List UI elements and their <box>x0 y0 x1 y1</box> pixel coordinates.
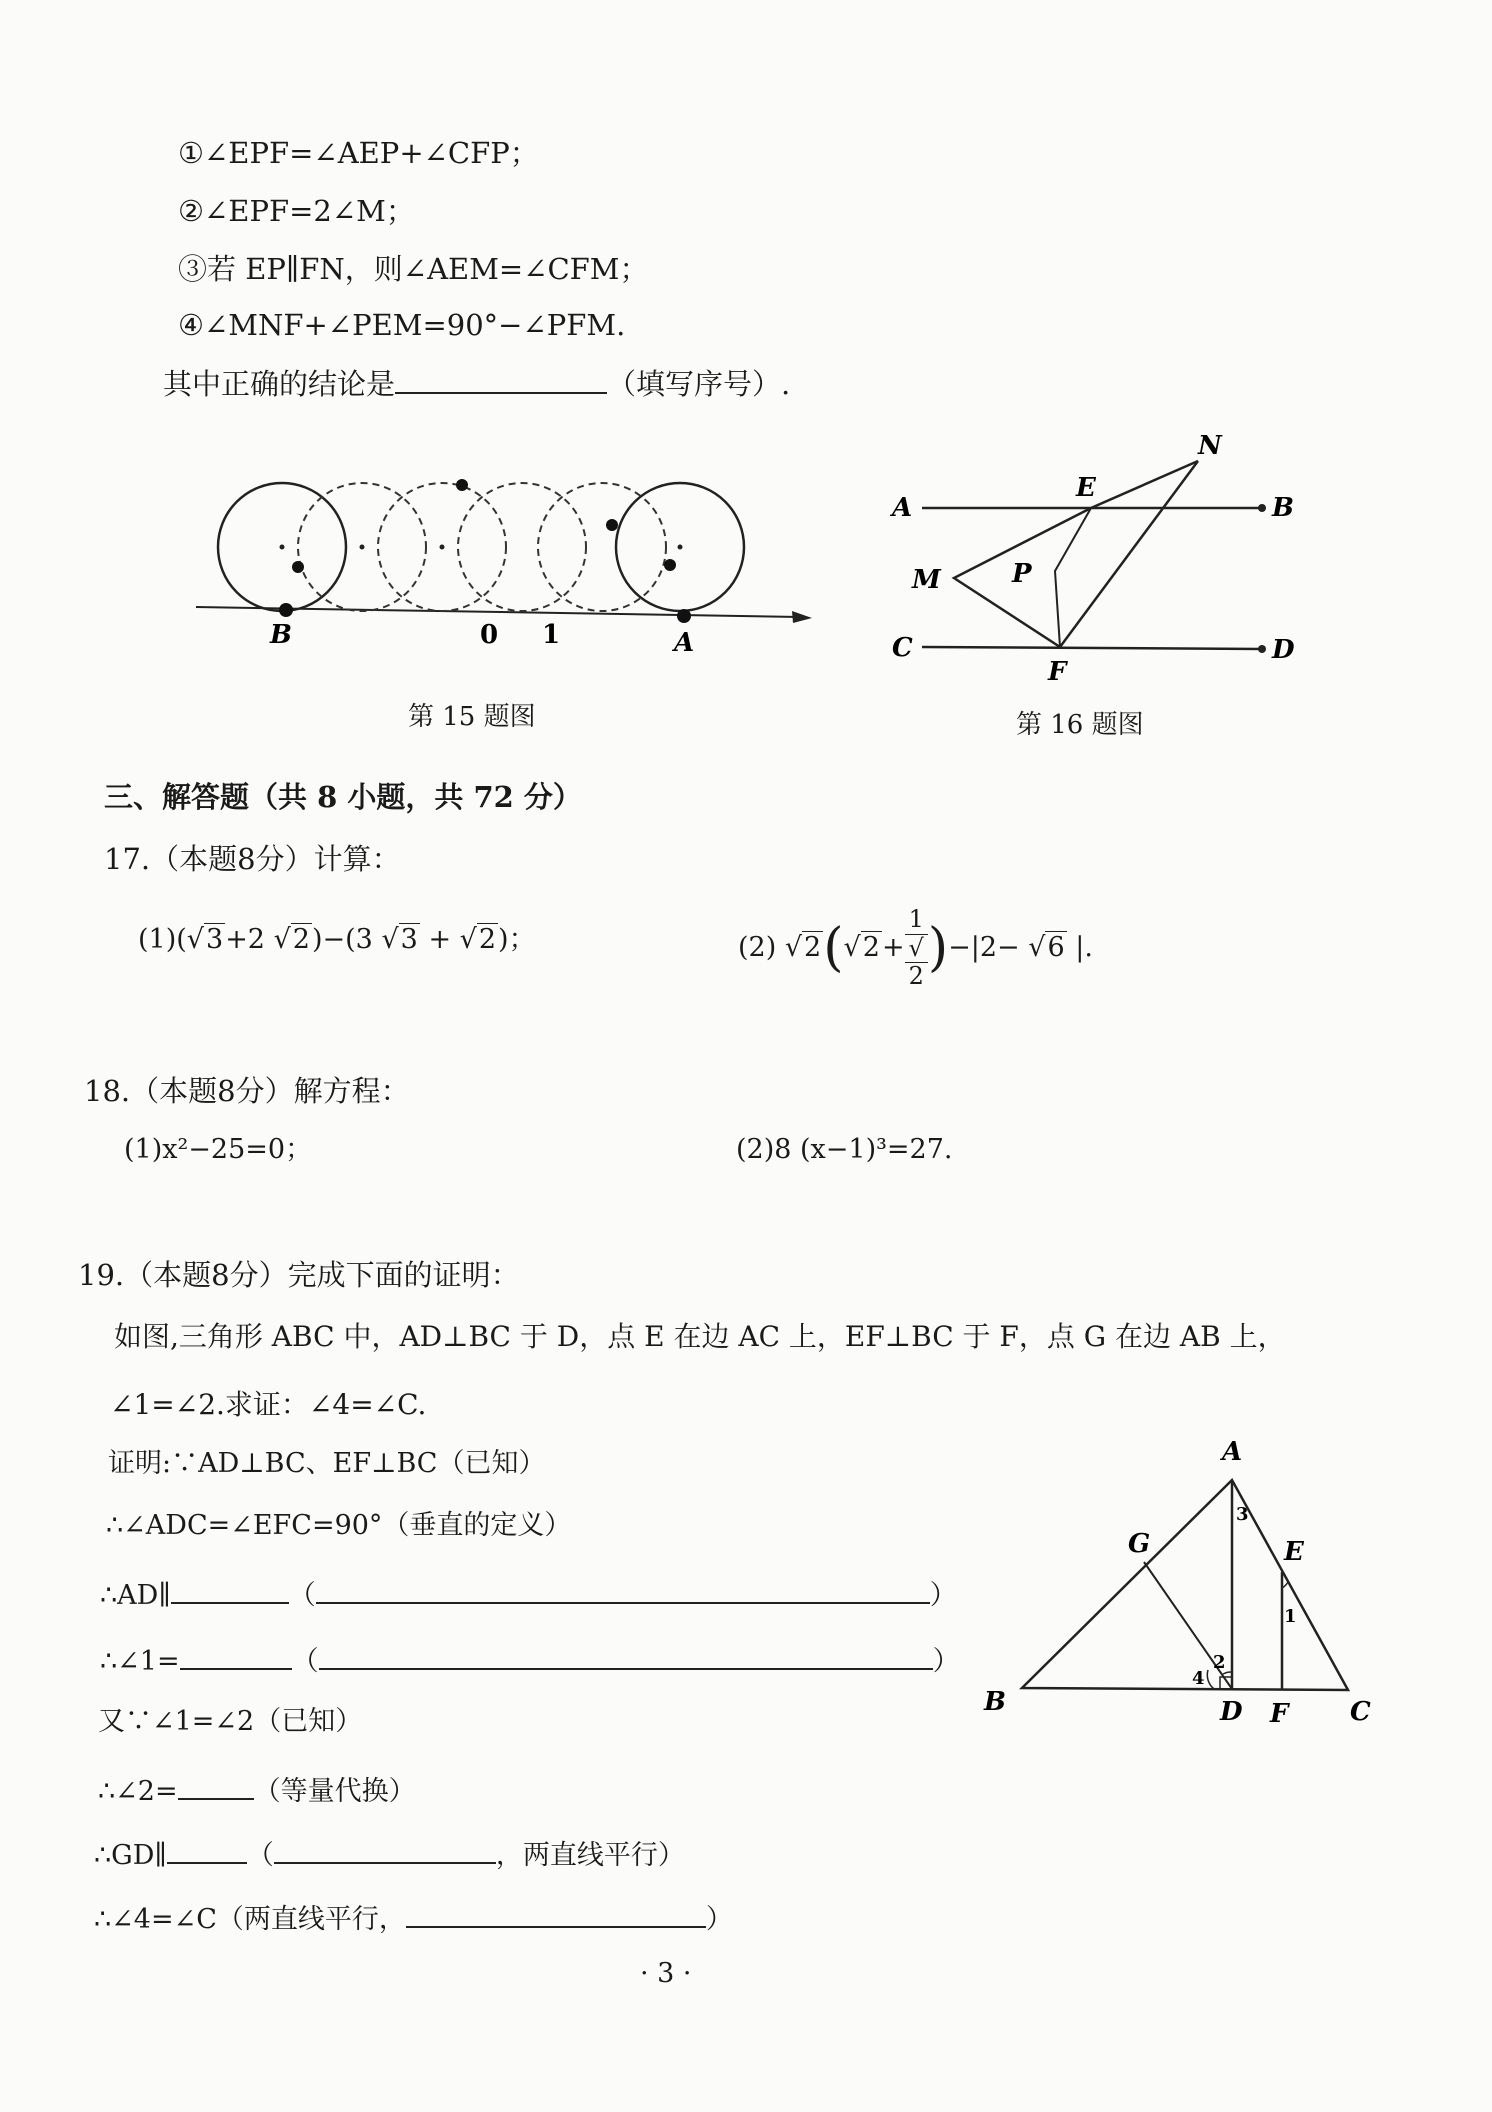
statement-1: ①∠EPF=∠AEP+∠CFP； <box>178 136 539 170</box>
angle-3: 3 <box>1236 1504 1249 1525</box>
page-number: · 3 · <box>640 1958 692 1989</box>
blank-reason-3[interactable] <box>274 1836 496 1864</box>
answer-line <box>163 366 790 402</box>
close: )； <box>498 924 536 955</box>
proof6-end: ，两直线平行） <box>495 1840 685 1871</box>
proof-line-3 <box>100 1642 960 1678</box>
proof7-pre: ∴∠4=∠C（两直线平行， <box>94 1904 406 1935</box>
point-dot <box>664 559 676 571</box>
point-dot <box>456 479 468 491</box>
fraction: 1 √ 2 <box>905 906 928 991</box>
q18-part2: (2)8 (x−1)³=27. <box>736 1134 953 1165</box>
label-e: E <box>1284 1537 1304 1567</box>
answer-blank[interactable] <box>395 366 607 394</box>
coef-three: )−(3 <box>311 924 373 955</box>
proof5-end: （等量代换） <box>253 1776 416 1807</box>
label-b: B <box>270 620 292 650</box>
angle-1: 1 <box>1284 1606 1297 1627</box>
sqrt2-c: 2 <box>804 931 822 963</box>
figure-15 <box>180 455 840 675</box>
label-a: A <box>1222 1437 1243 1467</box>
label-1: 1 <box>542 620 561 650</box>
answer-suffix: （填写序号）. <box>607 367 791 401</box>
proof2-mid: （ <box>288 1580 316 1611</box>
proof3-mid: （ <box>291 1646 319 1677</box>
label-a: A <box>892 493 913 523</box>
fraction-den: 2 <box>905 962 928 991</box>
arrow-head <box>792 611 812 623</box>
q18-head: 18.（本题8分）解方程： <box>84 1074 410 1108</box>
sqrt2-d: 2 <box>862 931 880 963</box>
proof-line-5 <box>98 1772 416 1808</box>
q17-part1: (1)(√3+2 √2)−(3 √3 + √2)； <box>138 924 536 955</box>
point-a-dot <box>677 609 691 623</box>
figure-16 <box>880 428 1320 698</box>
angle-4: 4 <box>1192 1668 1205 1689</box>
blank-ad-parallel[interactable] <box>171 1576 289 1604</box>
statement-3: ③若 EP∥FN，则∠AEM=∠CFM； <box>178 252 649 286</box>
sqrt2-b: 2 <box>478 924 497 955</box>
label-f: F <box>1270 1699 1289 1729</box>
label-b: B <box>1272 493 1294 523</box>
point-dot <box>292 561 304 573</box>
angle-2: 2 <box>1213 1652 1226 1673</box>
sqrt3-b: 3 <box>400 924 418 955</box>
figure-15-caption: 第 15 题图 <box>408 702 536 732</box>
part2-label: (2) <box>738 931 777 963</box>
point-dot <box>606 519 618 531</box>
proof-line-1: ∴∠ADC=∠EFC=90°（垂直的定义） <box>106 1510 572 1541</box>
proof-line-6 <box>94 1836 685 1872</box>
label-p: P <box>1012 559 1032 589</box>
blank-reason-1[interactable] <box>316 1576 930 1604</box>
q19-desc-2: ∠1=∠2.求证：∠4=∠C. <box>110 1388 427 1421</box>
q17-part2: (2) √2(√2+ 1 √ 2 )−|2− √6 |. <box>738 905 1093 991</box>
q19-head: 19.（本题8分）完成下面的证明： <box>78 1258 520 1292</box>
minus-abs: −|2− <box>948 931 1020 963</box>
blank-reason-2[interactable] <box>319 1642 933 1670</box>
label-f: F <box>1048 657 1067 687</box>
triangle-abc <box>1022 1480 1348 1690</box>
blank-reason-4[interactable] <box>406 1900 706 1928</box>
statement-2: ②∠EPF=2∠M； <box>178 194 415 228</box>
proof3-end: ） <box>932 1646 960 1677</box>
line-cd <box>922 647 1262 649</box>
answer-prefix: 其中正确的结论是 <box>163 367 396 401</box>
label-g: G <box>1128 1529 1151 1559</box>
label-n: N <box>1198 431 1222 461</box>
proof3-pre: ∴∠1= <box>100 1646 180 1677</box>
label-m: M <box>912 565 941 595</box>
label-0: 0 <box>480 620 499 650</box>
proof2-pre: ∴AD∥ <box>100 1580 171 1611</box>
blank-angle-2[interactable] <box>178 1772 254 1800</box>
figure-19 <box>970 1430 1390 1730</box>
proof7-end: ） <box>705 1904 733 1935</box>
proof-line-7 <box>94 1900 733 1936</box>
circle-dashed-4 <box>538 483 666 611</box>
plus-2: + <box>881 931 905 963</box>
segments-ep-pf <box>1055 508 1091 647</box>
circle-dashed-3 <box>458 483 586 611</box>
blank-angle-1[interactable] <box>180 1642 292 1670</box>
plus: + <box>428 924 452 955</box>
label-b: B <box>984 1687 1006 1717</box>
label-c: C <box>1350 1697 1371 1727</box>
q18-part1: (1)x²−25=0； <box>124 1134 313 1165</box>
point-b-dot <box>279 603 293 617</box>
sqrt6: 6 <box>1047 931 1065 963</box>
proof-line-4: 又∵∠1=∠2（已知） <box>98 1706 363 1737</box>
proof6-pre: ∴GD∥ <box>94 1840 167 1871</box>
label-c: C <box>892 633 913 663</box>
q19-desc-1: 如图,三角形 ABC 中，AD⊥BC 于 D，点 E 在边 AC 上，EF⊥BC 于 F，点 G 在边 AB 上， <box>114 1320 1286 1353</box>
label-d: D <box>1220 1697 1243 1727</box>
statement-4: ④∠MNF+∠PEM=90°−∠PFM. <box>178 308 626 342</box>
blank-gd-parallel[interactable] <box>167 1836 247 1864</box>
label-e: E <box>1076 473 1096 503</box>
figure-16-caption: 第 16 题图 <box>1016 710 1144 740</box>
proof5-pre: ∴∠2= <box>98 1776 178 1807</box>
proof2-end: ） <box>929 1580 957 1611</box>
q17-head: 17.（本题8分）计算： <box>104 842 401 876</box>
sqrt2: 2 <box>292 924 310 955</box>
proof-line-0: 证明:∵AD⊥BC、EF⊥BC（已知） <box>108 1448 546 1479</box>
part1-label: (1) <box>138 924 177 955</box>
proof6-mid: （ <box>246 1840 274 1871</box>
label-a: A <box>674 628 695 658</box>
section-title: 三、解答题（共 8 小题，共 72 分） <box>104 780 582 814</box>
fraction-num: 1 <box>905 906 928 935</box>
sqrt3: 3 <box>206 924 224 955</box>
label-d: D <box>1272 635 1295 665</box>
proof-line-2 <box>100 1576 957 1612</box>
part2-tail: |. <box>1075 931 1093 963</box>
coef-two: +2 <box>225 924 265 955</box>
